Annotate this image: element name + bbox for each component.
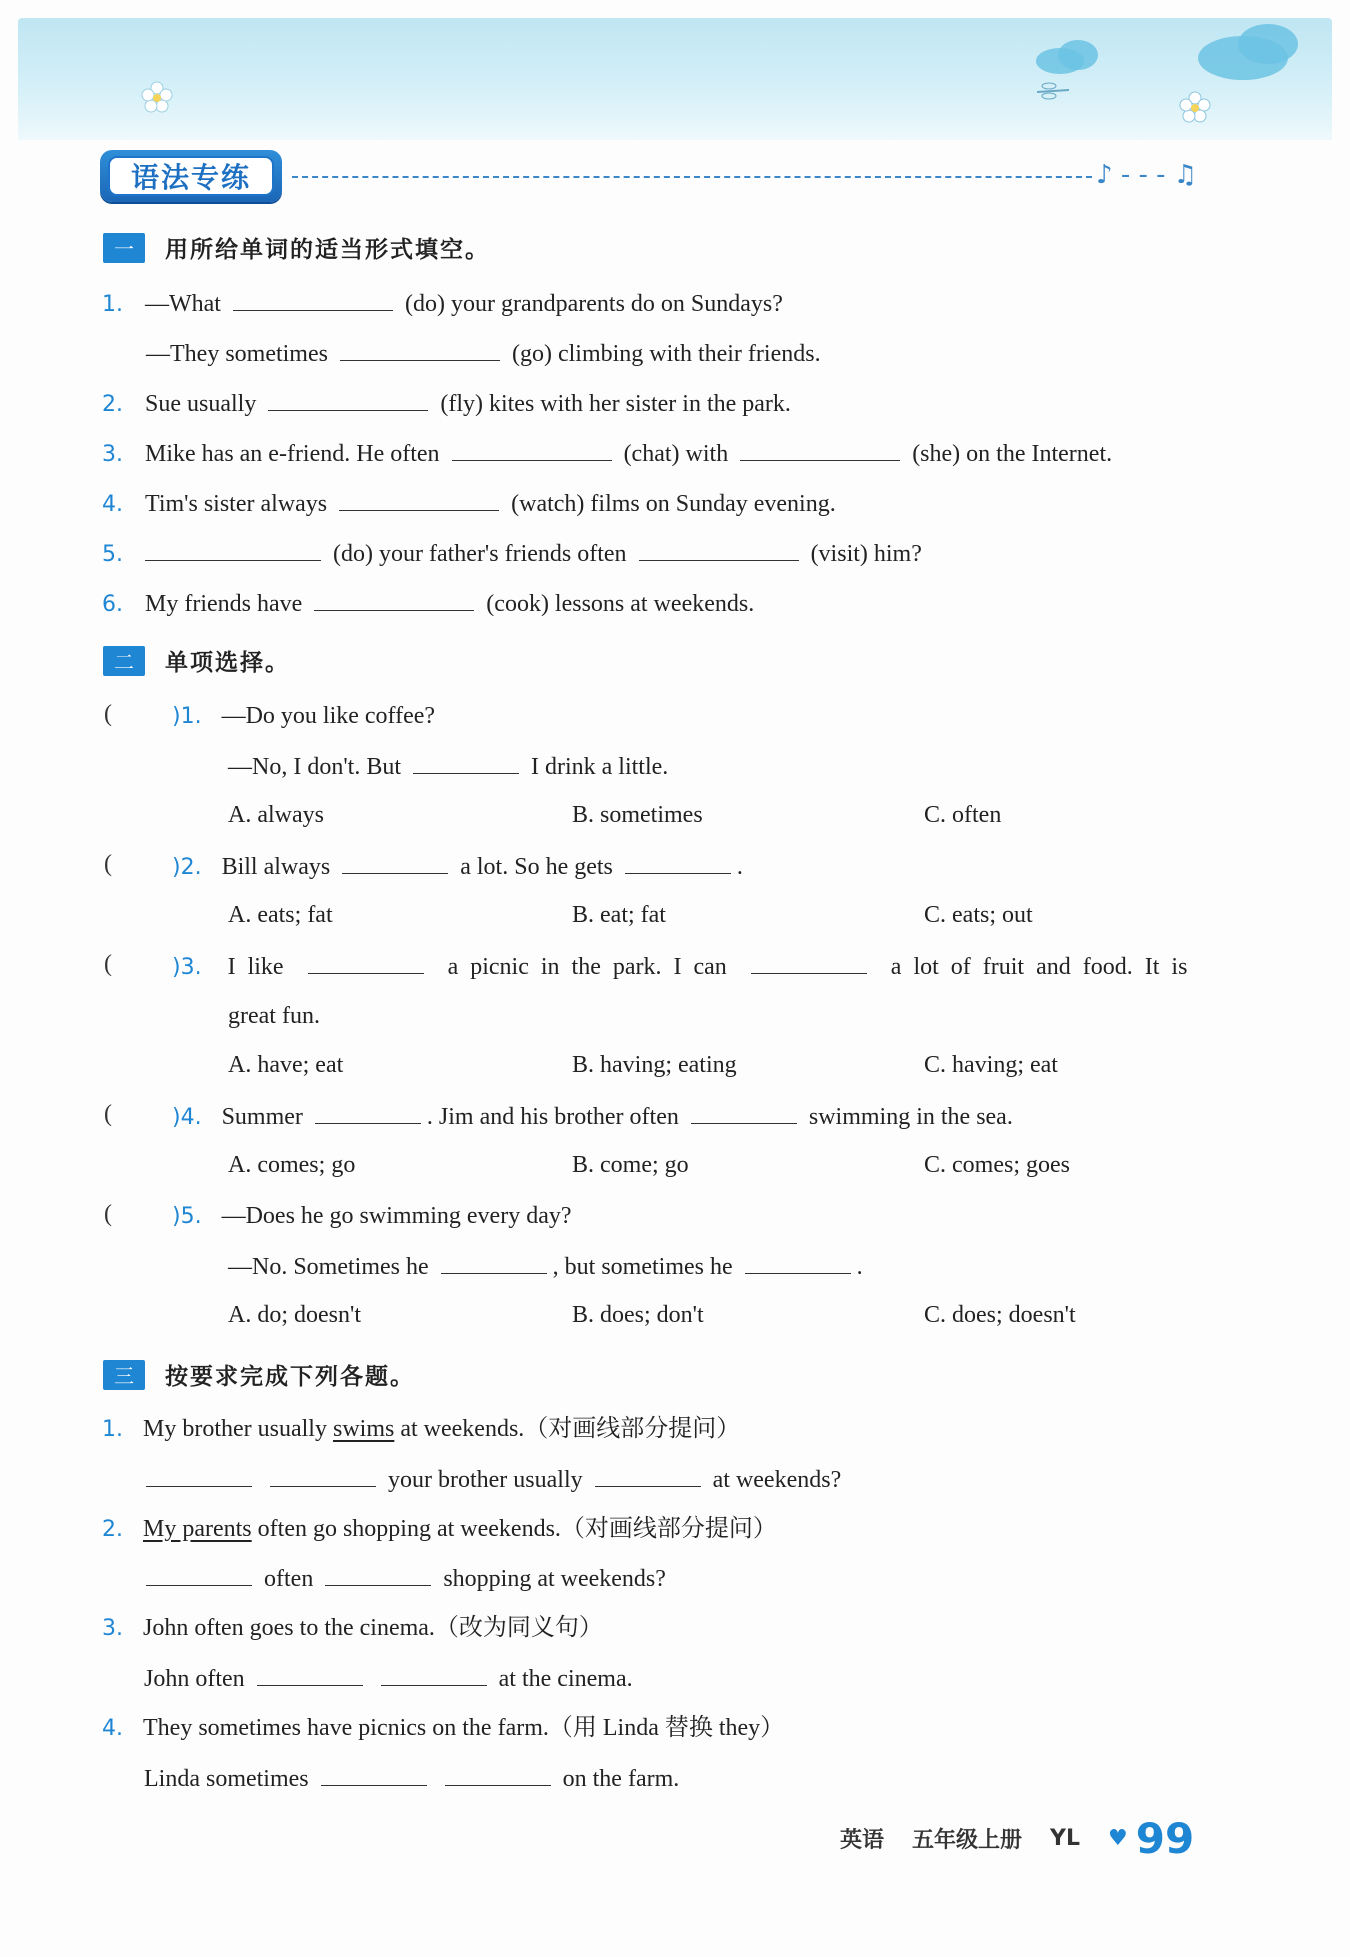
answer-blank[interactable]	[625, 851, 731, 874]
music-notes-icon: ♪ - - - ♫	[1096, 160, 1198, 190]
answer-paren[interactable]: (	[104, 851, 112, 877]
option-a[interactable]: A. do; doesn't	[228, 1302, 361, 1328]
rewrite-4-answer: Linda sometimes on the farm.	[144, 1763, 679, 1794]
mc-question-2: )2. Bill always a lot. So he gets .	[172, 851, 743, 883]
page-number: 99	[1135, 1814, 1195, 1863]
rewrite-3-answer: John often at the cinema.	[144, 1663, 633, 1694]
mc-question-1: )1. —Do you like coffee?	[172, 703, 436, 729]
flower-icon	[1178, 90, 1212, 124]
option-c[interactable]: C. does; doesn't	[924, 1302, 1076, 1328]
option-b[interactable]: B. sometimes	[572, 802, 703, 828]
answer-blank[interactable]	[146, 1563, 252, 1586]
edition-label: YL	[1050, 1826, 1080, 1851]
section-title: 用所给单词的适当形式填空。	[165, 237, 490, 263]
subject-label: 英语	[840, 1828, 885, 1853]
section-title: 按要求完成下列各题。	[165, 1364, 415, 1390]
option-a[interactable]: A. eats; fat	[228, 902, 333, 928]
option-c[interactable]: C. often	[924, 802, 1002, 828]
answer-blank[interactable]	[342, 851, 448, 874]
section-1-header	[103, 231, 490, 264]
dragonfly-icon	[1033, 80, 1073, 102]
answer-blank[interactable]	[268, 388, 428, 411]
answer-blank[interactable]	[745, 1251, 851, 1274]
section-banner	[100, 150, 282, 202]
section-badge: 一	[103, 233, 145, 263]
option-a[interactable]: A. have; eat	[228, 1052, 344, 1078]
question-6: 6. My friends have (cook) lessons at weekends.	[102, 588, 754, 620]
option-b[interactable]: B. eat; fat	[572, 902, 666, 928]
page-footer	[840, 1814, 1194, 1863]
mc-question-4: )4. Summer . Jim and his brother often swimming in the sea.	[172, 1101, 1013, 1133]
option-b[interactable]: B. come; go	[572, 1152, 689, 1178]
section-badge: 三	[103, 1360, 145, 1390]
answer-blank[interactable]	[452, 438, 612, 461]
mc-question-5-reply: —No. Sometimes he , but sometimes he .	[228, 1251, 863, 1282]
rewrite-1-answer: your brother usually at weekends?	[140, 1464, 841, 1495]
section-badge: 二	[103, 646, 145, 676]
question-5: 5. (do) your father's friends often (visit) him?	[102, 538, 922, 570]
rewrite-1: 1. My brother usually swims at weekends.（对画线部分提问）	[102, 1416, 741, 1442]
option-b[interactable]: B. does; don't	[572, 1302, 704, 1328]
underlined-word: swims	[332, 1416, 395, 1442]
answer-blank[interactable]	[595, 1464, 701, 1487]
answer-blank[interactable]	[740, 438, 900, 461]
answer-blank[interactable]	[445, 1763, 551, 1786]
answer-paren[interactable]: (	[104, 1101, 112, 1127]
mc-question-3: )3. I like a picnic in the park. I can a lot of fruit and food. It is	[172, 951, 1187, 983]
answer-paren[interactable]: (	[104, 1201, 112, 1227]
option-b[interactable]: B. having; eating	[572, 1052, 737, 1078]
header-illustration	[18, 18, 1332, 140]
rewrite-2: 2. My parents often go shopping at weekends.（对画线部分提问）	[102, 1516, 777, 1542]
answer-blank[interactable]	[339, 488, 499, 511]
mc-question-3-cont: great fun.	[228, 1003, 320, 1029]
heart-icon: ♥	[1107, 1826, 1128, 1851]
answer-blank[interactable]	[146, 1464, 252, 1487]
answer-blank[interactable]	[691, 1101, 797, 1124]
answer-blank[interactable]	[639, 538, 799, 561]
divider	[292, 176, 1092, 178]
answer-blank[interactable]	[233, 288, 393, 311]
section-title: 单项选择。	[165, 650, 290, 676]
option-a[interactable]: A. comes; go	[228, 1152, 356, 1178]
question-1: 1. —What (do) your grandparents do on Sundays?	[102, 288, 783, 320]
answer-blank[interactable]	[308, 951, 424, 974]
option-a[interactable]: A. always	[228, 802, 324, 828]
option-c[interactable]: C. eats; out	[924, 902, 1033, 928]
rewrite-2-answer: often shopping at weekends?	[140, 1563, 666, 1594]
answer-blank[interactable]	[751, 951, 867, 974]
answer-blank[interactable]	[145, 538, 321, 561]
question-3: 3. Mike has an e-friend. He often (chat) with (she) on the Internet.	[102, 438, 1112, 470]
cloud-icon	[1058, 40, 1098, 70]
rewrite-4: 4. They sometimes have picnics on the farm.（用 Linda 替换 they）	[102, 1715, 785, 1741]
answer-blank[interactable]	[381, 1663, 487, 1686]
answer-blank[interactable]	[257, 1663, 363, 1686]
answer-paren[interactable]: (	[104, 701, 112, 727]
grade-label: 五年级上册	[912, 1828, 1023, 1853]
answer-blank[interactable]	[270, 1464, 376, 1487]
answer-paren[interactable]: (	[104, 951, 112, 977]
flower-icon	[140, 80, 174, 114]
answer-blank[interactable]	[441, 1251, 547, 1274]
option-c[interactable]: C. having; eat	[924, 1052, 1058, 1078]
option-c[interactable]: C. comes; goes	[924, 1152, 1070, 1178]
rewrite-3: 3. John often goes to the cinema.（改为同义句）	[102, 1615, 603, 1641]
answer-blank[interactable]	[340, 338, 500, 361]
question-4: 4. Tim's sister always (watch) films on Sunday evening.	[102, 488, 836, 520]
mc-question-5: )5. —Does he go swimming every day?	[172, 1203, 572, 1229]
question-1-reply: —They sometimes (go) climbing with their friends.	[146, 338, 821, 369]
question-2: 2. Sue usually (fly) kites with her sister in the park.	[102, 388, 791, 420]
answer-blank[interactable]	[325, 1563, 431, 1586]
banner-title: 语法专练	[130, 161, 251, 194]
section-2-header	[103, 644, 290, 677]
answer-blank[interactable]	[321, 1763, 427, 1786]
section-3-header	[103, 1358, 415, 1391]
answer-blank[interactable]	[314, 588, 474, 611]
mc-question-1-reply: —No, I don't. But I drink a little.	[228, 751, 668, 782]
answer-blank[interactable]	[315, 1101, 421, 1124]
underlined-word: My parents	[143, 1516, 252, 1542]
cloud-icon	[1238, 24, 1298, 64]
answer-blank[interactable]	[413, 751, 519, 774]
